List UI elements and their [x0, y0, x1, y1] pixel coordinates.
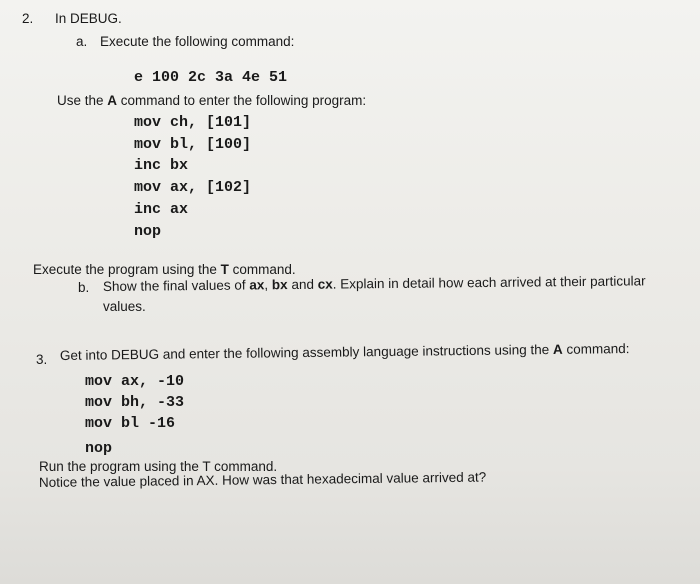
q2b-label: b.: [78, 280, 90, 295]
q3-program-line: nop: [85, 440, 113, 457]
program-line: inc bx: [134, 157, 189, 174]
q3-program-line: mov bh, -33: [85, 394, 185, 411]
q3-program-line: mov bl -16: [85, 415, 176, 432]
e-command: e 100 2c 3a 4e 51: [134, 69, 288, 86]
program-line: mov ch, [101]: [134, 114, 252, 131]
program-line: inc ax: [134, 201, 189, 218]
q3-run-instruction: Run the program using the T command.: [39, 459, 278, 474]
execute-instruction: Execute the program using the T command.: [33, 262, 296, 277]
q3-program-line: mov ax, -10: [85, 373, 185, 390]
use-a-instruction: Use the A command to enter the following program:: [57, 93, 367, 108]
program-line: mov ax, [102]: [134, 179, 252, 196]
q2-title: In DEBUG.: [55, 11, 122, 26]
q3-intro: Get into DEBUG and enter the following assembly language instructions using the A command:: [59, 341, 630, 363]
program-line: nop: [134, 223, 162, 240]
q3-number: 3.: [36, 352, 48, 367]
q2b-text: Show the final values of ax, bx and cx. Explain in detail how each arrived at their particular: [102, 273, 646, 294]
q2b-text-line2: values.: [103, 299, 146, 314]
program-line: mov bl, [100]: [134, 136, 252, 153]
q2a-label: a.: [76, 34, 88, 49]
q2-number: 2.: [22, 11, 34, 26]
q3-notice: Notice the value placed in AX. How was that hexadecimal value arrived at?: [38, 469, 487, 490]
q2a-text: Execute the following command:: [100, 34, 295, 49]
